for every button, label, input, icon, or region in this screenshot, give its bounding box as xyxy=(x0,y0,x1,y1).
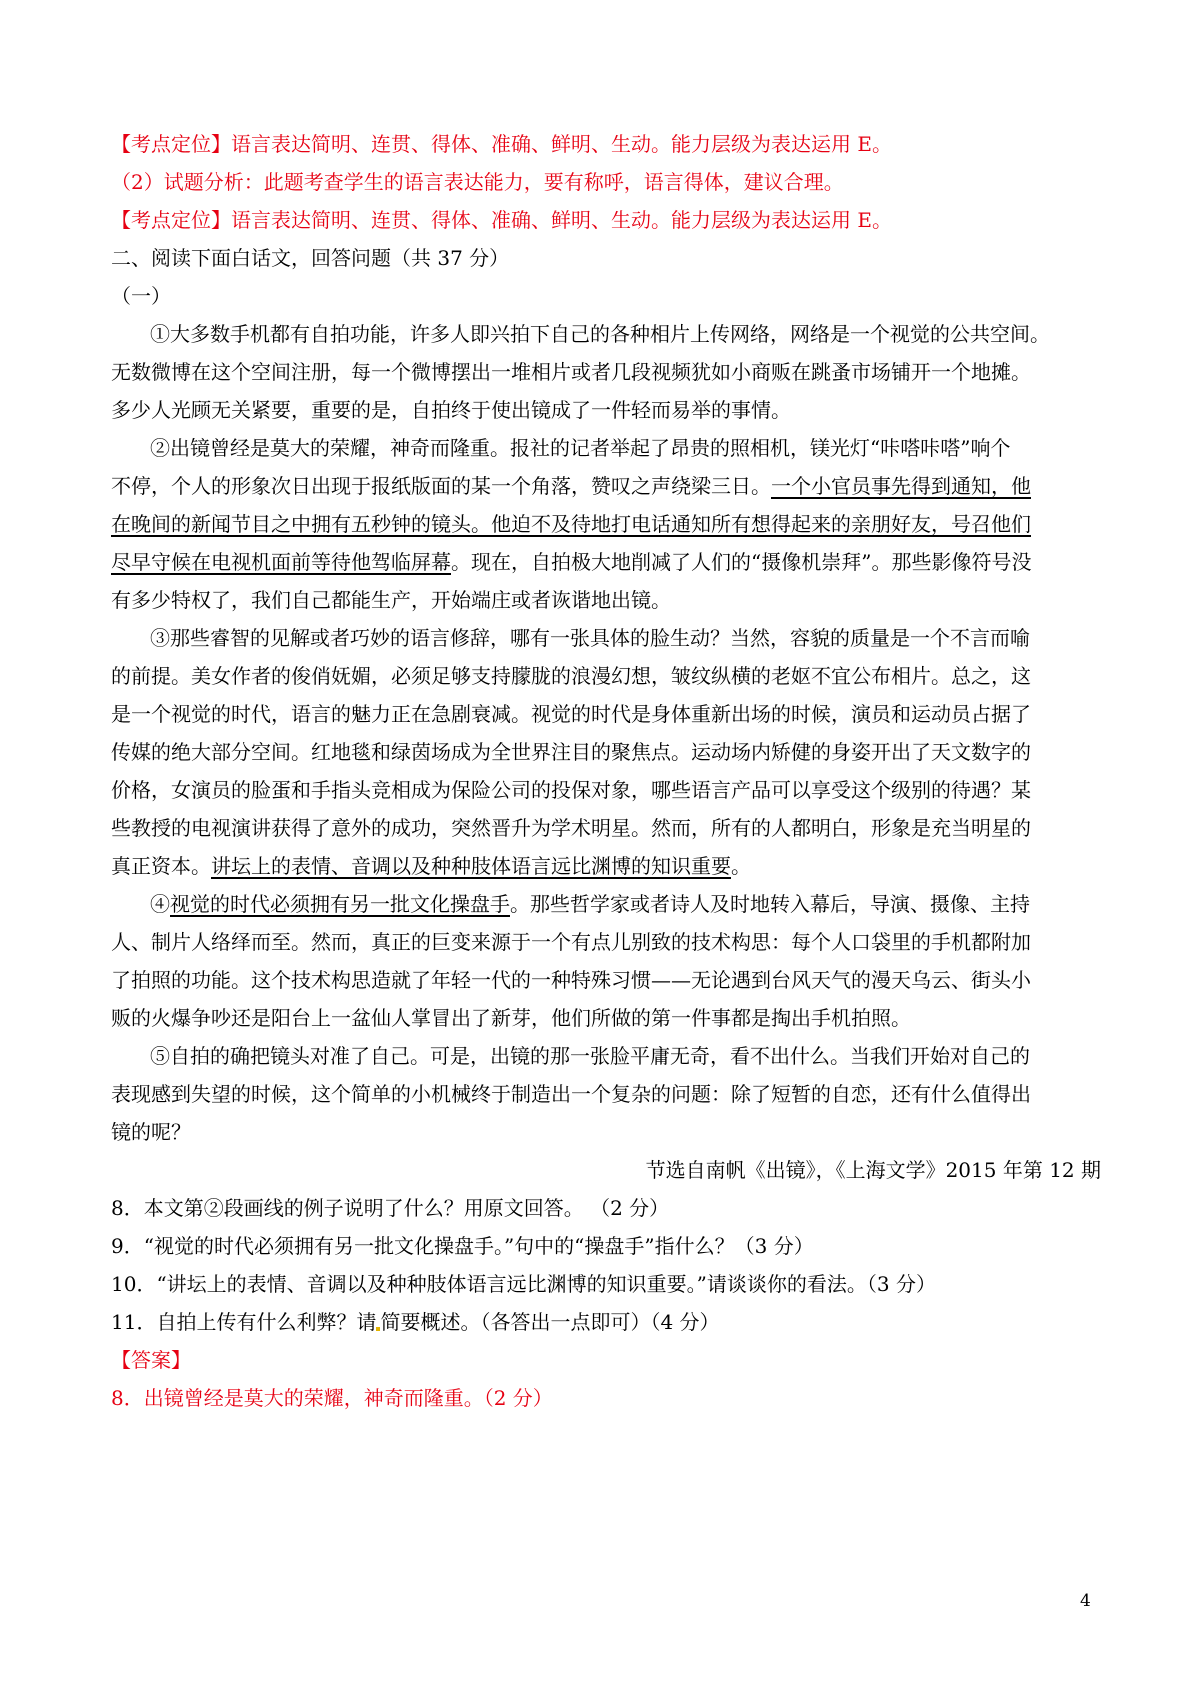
plain-text: 。现在，自拍极大地削减了人们的“摄像机崇拜”。那些影像符号没 xyxy=(451,550,1032,574)
point-location-1: 【考点定位】语言表达简明、连贯、得体、准确、鲜明、生动。能力层级为表达运用 E。 xyxy=(111,132,892,156)
paragraph-5-line-3: 镜的呢？ xyxy=(111,1120,191,1144)
plain-text: 。那些哲学家或者诗人及时地转入幕后，导演、摄像、主持 xyxy=(510,892,1030,916)
paragraph-4-line-2: 人、制片人络绎而至。然而，真正的巨变来源于一个有点儿别致的技术构思：每个人口袋里的手机都附加 xyxy=(111,930,1031,954)
underlined-example: 尽早守候在电视机面前等待他驾临屏幕 xyxy=(111,550,451,574)
paragraph-1-line-2: 无数微博在这个空间注册，每一个微博摆出一堆相片或者几段视频犹如小商贩在跳蚤市场铺开一个地摊。 xyxy=(111,360,1031,384)
paragraph-4-line-4: 贩的火爆争吵还是阳台上一盆仙人掌冒出了新芽，他们所做的第一件事都是掏出手机拍照。 xyxy=(111,1006,911,1030)
plain-text: 11．自拍上传有什么利弊？请 xyxy=(111,1310,377,1334)
plain-text: 。 xyxy=(731,854,751,878)
question-9: 9．“视觉的时代必须拥有另一批文化操盘手。”句中的“操盘手”指什么？（3 分） xyxy=(111,1234,814,1258)
subsection-heading: （一） xyxy=(111,284,171,308)
paragraph-2-line-5: 有多少特权了，我们自己都能生产，开始端庄或者诙谐地出镜。 xyxy=(111,588,671,612)
paragraph-1-line-3: 多少人光顾无关紧要，重要的是，自拍终于使出镜成了一件轻而易举的事情。 xyxy=(111,398,791,422)
answer-label: 【答案】 xyxy=(111,1348,191,1372)
question-10: 10．“讲坛上的表情、音调以及种种肢体语言远比渊博的知识重要。”请谈谈你的看法。（3 分） xyxy=(111,1272,936,1296)
paragraph-5-line-1: ⑤自拍的确把镜头对准了自己。可是，出镜的那一张脸平庸无奇，看不出什么。当我们开始对自己的 xyxy=(150,1044,1030,1068)
underlined-example: 一个小官员事先得到通知，他 xyxy=(771,474,1031,498)
underlined-sentence: 视觉的时代必须拥有另一批文化操盘手 xyxy=(170,892,510,916)
answer-8: 8．出镜曾经是莫大的荣耀，神奇而隆重。（2 分） xyxy=(111,1386,553,1410)
underlined-sentence: 讲坛上的表情、音调以及种种肢体语言远比渊博的知识重要 xyxy=(211,854,731,878)
paragraph-2-line-1: ②出镜曾经是莫大的荣耀，神奇而隆重。报社的记者举起了昂贵的照相机，镁光灯“咔嗒咔嗒”响个 xyxy=(150,436,1011,460)
paragraph-4-line-1 xyxy=(150,890,1101,918)
question-11 xyxy=(111,1308,1101,1336)
paragraph-3-line-6: 些教授的电视演讲获得了意外的成功，突然晋升为学术明星。然而，所有的人都明白，形象是充当明星的 xyxy=(111,816,1031,840)
source-citation: 节选自南帆《出镜》，《上海文学》2015 年第 12 期 xyxy=(645,1158,1101,1182)
question-8: 8．本文第②段画线的例子说明了什么？用原文回答。 （2 分） xyxy=(111,1196,670,1220)
point-location-2: 【考点定位】语言表达简明、连贯、得体、准确、鲜明、生动。能力层级为表达运用 E。 xyxy=(111,208,892,232)
paragraph-2-line-4 xyxy=(111,548,1101,576)
plain-text: 简要概述。（各答出一点即可）（4 分） xyxy=(380,1310,720,1334)
paragraph-3-line-4: 传媒的绝大部分空间。红地毯和绿茵场成为全世界注目的聚焦点。运动场内矫健的身姿开出了天文数字的 xyxy=(111,740,1031,764)
paragraph-3-line-7 xyxy=(111,852,1101,880)
paragraph-3-line-5: 价格，女演员的脸蛋和手指头竞相成为保险公司的投保对象，哪些语言产品可以享受这个级别的待遇？某 xyxy=(111,778,1031,802)
paragraph-1-line-1: ①大多数手机都有自拍功能，许多人即兴拍下自己的各种相片上传网络，网络是一个视觉的公共空间。 xyxy=(150,322,1050,346)
paragraph-4-line-3: 了拍照的功能。这个技术构思造就了年轻一代的一种特殊习惯——无论遇到台风天气的漫天乌云、街头小 xyxy=(111,968,1031,992)
paragraph-2-line-2 xyxy=(111,472,1101,500)
analysis-2: （2）试题分析：此题考查学生的语言表达能力，要有称呼，语言得体，建议合理。 xyxy=(111,170,844,194)
plain-text: 不停，个人的形象次日出现于报纸版面的某一个角落，赞叹之声绕梁三日。 xyxy=(111,474,771,498)
paragraph-3-line-2: 的前提。美女作者的俊俏妩媚，必须足够支持朦胧的浪漫幻想，皱纹纵横的老妪不宜公布相片。总之，这 xyxy=(111,664,1031,688)
paragraph-3-line-1: ③那些睿智的见解或者巧妙的语言修辞，哪有一张具体的脸生动？当然，容貌的质量是一个不言而喻 xyxy=(150,626,1030,650)
paragraph-2-line-3: 在晚间的新闻节目之中拥有五秒钟的镜头。他迫不及待地打电话通知所有想得起来的亲朋好友，号召他们 xyxy=(111,512,1031,536)
section-heading: 二、阅读下面白话文，回答问题（共 37 分） xyxy=(111,246,510,270)
plain-text: ④ xyxy=(150,892,170,916)
paragraph-5-line-2: 表现感到失望的时候，这个简单的小机械终于制造出一个复杂的问题：除了短暂的自恋，还有什么值得出 xyxy=(111,1082,1031,1106)
plain-text: 真正资本。 xyxy=(111,854,211,878)
page-number: 4 xyxy=(1080,1591,1091,1611)
paragraph-3-line-3: 是一个视觉的时代，语言的魅力正在急剧衰减。视觉的时代是身体重新出场的时候，演员和运动员占据了 xyxy=(111,702,1031,726)
